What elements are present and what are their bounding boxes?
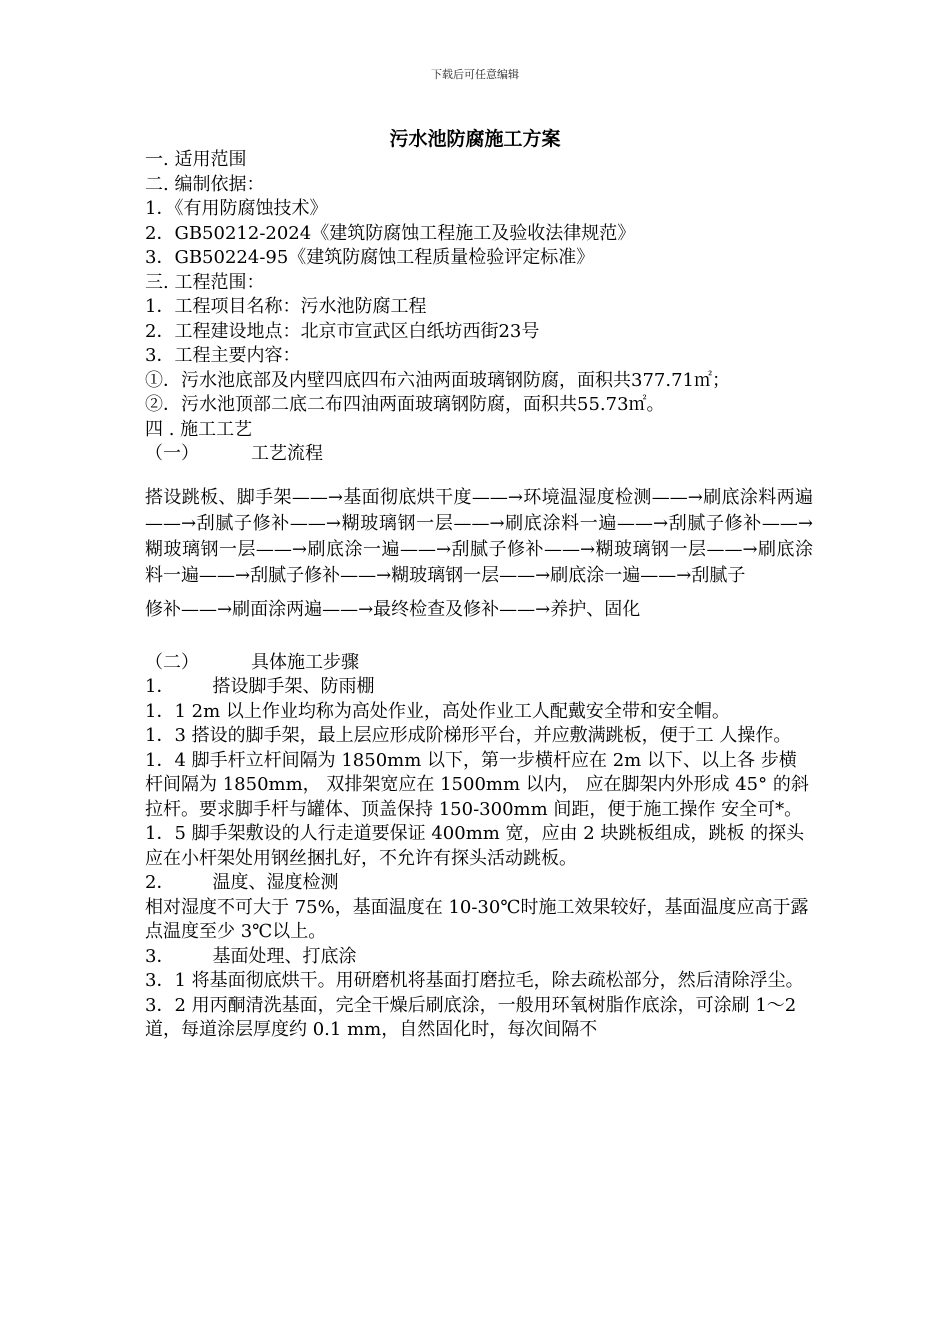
paragraph: 1．5 脚手架敷设的人行走道要保证 400mm 宽，应由 2 块跳板组成，跳板 的探头应在小杆架处用钢丝捆扎好，不允许有探头活动跳板。 <box>145 823 805 869</box>
paragraph: 2．工程建设地点：北京市宣武区白纸坊西街23号 <box>145 320 540 342</box>
paragraph: 1．工程项目名称：污水池防腐工程 <box>145 296 427 317</box>
paragraph: 一. 适用范围 <box>145 149 247 170</box>
step-number: 3． <box>145 945 175 967</box>
section-title: 具体施工步骤 <box>251 651 359 673</box>
section-heading <box>145 651 813 676</box>
page-header: 下载后可任意编辑 <box>431 68 519 81</box>
paragraph: 3．GB50224-95《建筑防腐蚀工程质量检验评定标准》 <box>145 247 595 268</box>
paragraph: 1．4 脚手杆立杆间隔为 1850mm 以下，第一步横杆应在 2m 以下、以上各 步横杆间隔为 1850mm， 双排架宽应在 1500mm 以内， 应在脚架内外形成 45° 的斜拉杆。要求脚手杆与罐体、顶盖保持 150-300mm 间距，便于施工操作 安全可*。 <box>145 749 809 820</box>
section-title: 工艺流程 <box>251 443 323 464</box>
step-number: 1． <box>145 676 175 697</box>
step-number: 2． <box>145 872 175 893</box>
section-number: （二） <box>145 651 199 673</box>
step-title: 温度、湿度检测 <box>212 872 339 893</box>
step-heading <box>145 675 813 700</box>
step-heading <box>145 871 813 896</box>
paragraph: ①．污水池底部及内壁四底四布六油两面玻璃钢防腐，面积共377.71㎡； <box>145 369 730 391</box>
paragraph: 3．工程主要内容： <box>145 345 301 366</box>
paragraph: 1．1 2m 以上作业均称为高处作业，高处作业工人配戴安全带和安全帽。 <box>145 700 730 722</box>
document-body <box>145 148 813 1043</box>
step-heading <box>145 945 813 970</box>
paragraph: 3．1 将基面彻底烘干。用研磨机将基面打磨拉毛，除去疏松部分，然后清除浮尘。 <box>145 970 804 991</box>
step-title: 搭设脚手架、防雨棚 <box>212 676 375 697</box>
section-heading <box>145 442 813 467</box>
paragraph: 3．2 用丙酮清洗基面，完全干燥后刷底涂，一般用环氧树脂作底涂，可涂刷 1～2 道，每道涂层厚度约 0.1 mm，自然固化时，每次间隔不 <box>145 994 797 1040</box>
process-flow: 搭设跳板、脚手架——→基面彻底烘干度——→环境温湿度检测——→刷底涂料两遍——→刮腻子修补——→糊玻璃钢一层——→刷底涂料一遍——→刮腻子修补——→糊玻璃钢一层——→刷底涂一遍——→刮腻子修补——→糊玻璃钢一层——→刷底涂料一遍——→刮腻子修补——→糊玻璃钢一层——→刷底涂一遍——→刮腻子 <box>145 486 813 586</box>
paragraph: 二. 编制依据： <box>145 173 265 195</box>
section-number: （一） <box>145 443 199 464</box>
paragraph: 1．3 搭设的脚手架，最上层应形成阶梯形平台，并应敷满跳板，便于工 人操作。 <box>145 725 792 746</box>
paragraph: ②．污水池顶部二底二布四油两面玻璃钢防腐，面积共55.73㎡。 <box>145 394 665 415</box>
paragraph: 2．GB50212-2024《建筑防腐蚀工程施工及验收法律规范》 <box>145 222 636 244</box>
paragraph: 1．《有用防腐蚀技术》 <box>145 198 328 219</box>
step-title: 基面处理、打底涂 <box>212 945 357 967</box>
paragraph: 相对湿度不可大于 75%，基面温度在 10-30℃时施工效果较好，基面温度应高于露点温度至少 3℃以上。 <box>145 896 809 942</box>
paragraph: 三. 工程范围： <box>145 271 265 293</box>
paragraph: 四 . 施工工艺 <box>145 418 253 440</box>
document-title: 污水池防腐施工方案 <box>389 128 561 150</box>
process-flow-end: 修补——→刷面涂两遍——→最终检查及修补——→养护、固化 <box>145 598 641 620</box>
